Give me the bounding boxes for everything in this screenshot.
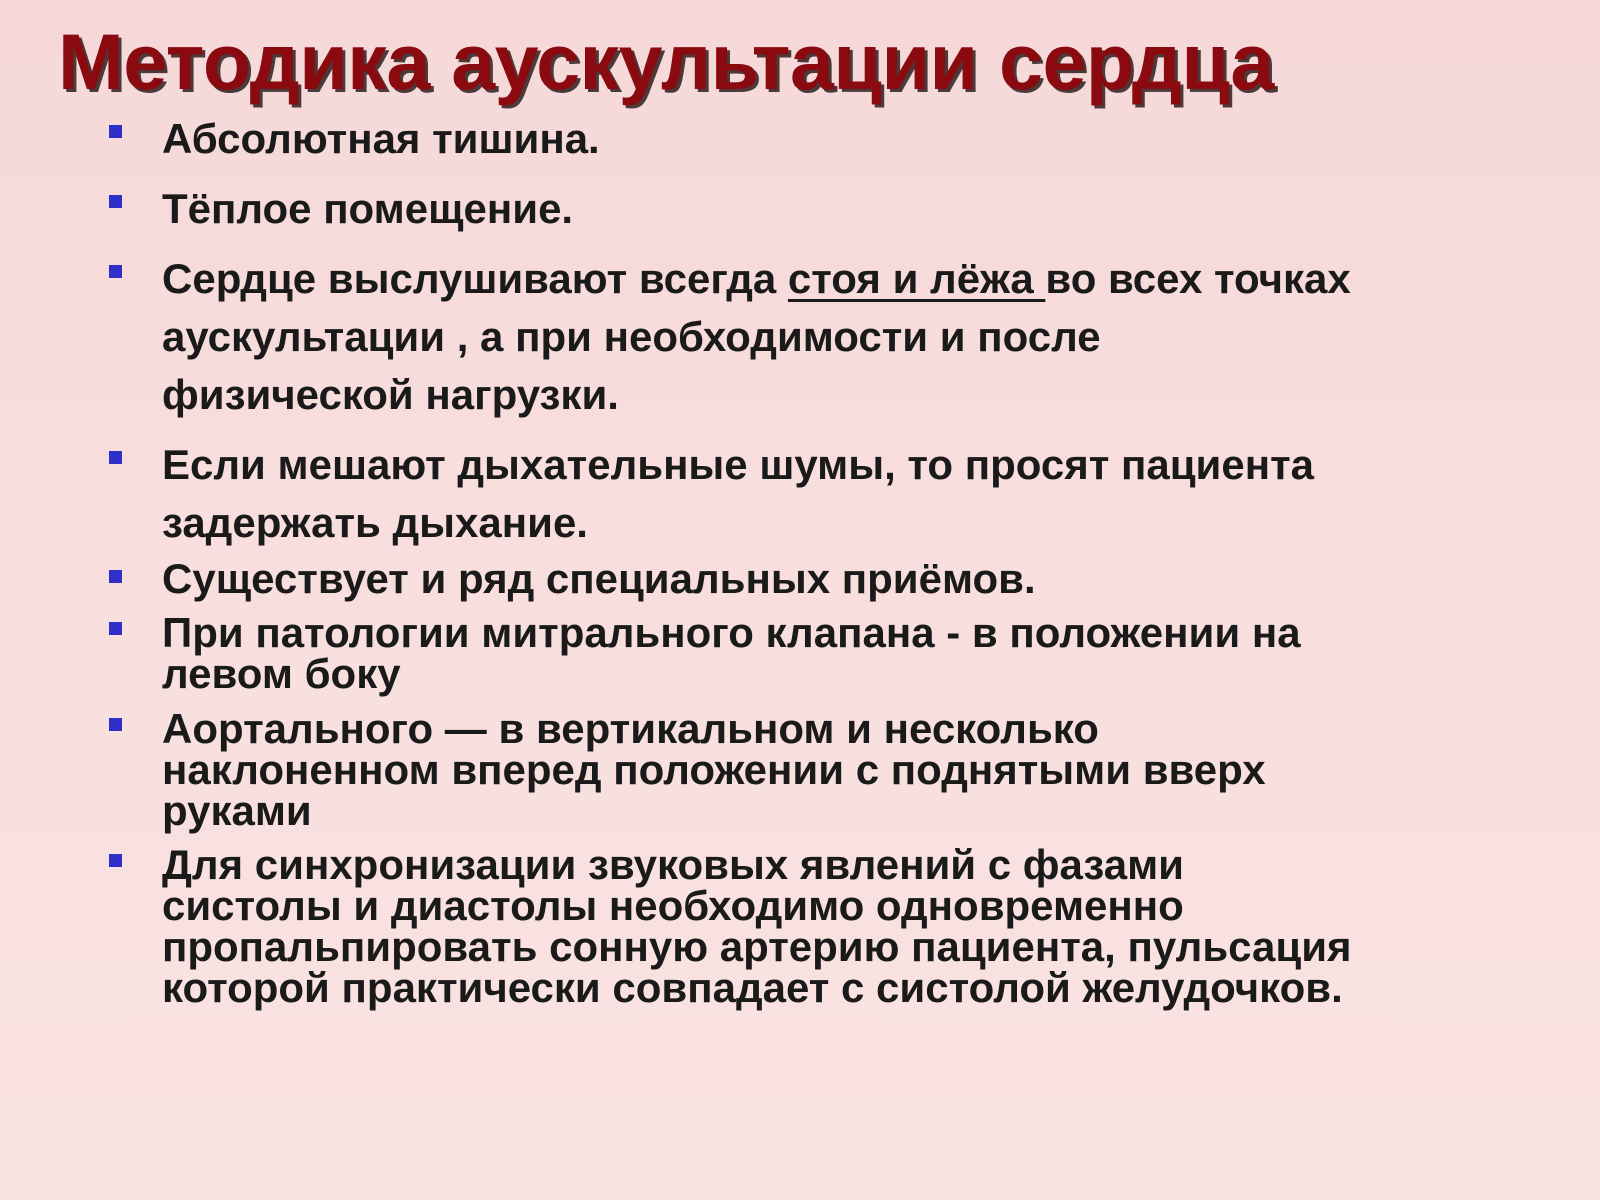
- underlined-phrase: стоя и лёжа: [787, 255, 1046, 302]
- bullet-marker: [109, 570, 122, 583]
- bullet-marker: [109, 718, 122, 731]
- bullet-marker: [109, 622, 122, 635]
- bullet-text: Сердце выслушивают всегда стоя и лёжа во всех точках аускультации , а при необходимости и после физической нагрузки.: [162, 255, 1351, 418]
- bullet-text: Абсолютная тишина.: [162, 115, 600, 162]
- bullet-text: Для синхронизации звуковых явлений с фазами систолы и диастолы необходимо одновременно пропальпировать сонную артерию пациента, пульсация которой практически совпадает с систолой желудочков.: [162, 841, 1352, 1011]
- bullet-marker: [109, 265, 122, 278]
- bullet-text: Тёплое помещение.: [162, 185, 574, 232]
- bullet-text: Если мешают дыхательные шумы, то просят пациента задержать дыхание.: [162, 441, 1315, 546]
- bullet-marker: [109, 195, 122, 208]
- bullet-marker: [109, 125, 122, 138]
- bullet-marker: [109, 854, 122, 867]
- bullet-text: Существует и ряд специальных приёмов.: [162, 555, 1036, 602]
- bullet-text: При патологии митрального клапана - в положении на левом боку: [162, 609, 1301, 697]
- bullet-marker: [109, 451, 122, 464]
- bullet-text: Аортального — в вертикальном и несколько наклоненном вперед положении с поднятыми вверх руками: [162, 705, 1266, 834]
- slide-title: Методика аускультации сердца: [58, 17, 1274, 106]
